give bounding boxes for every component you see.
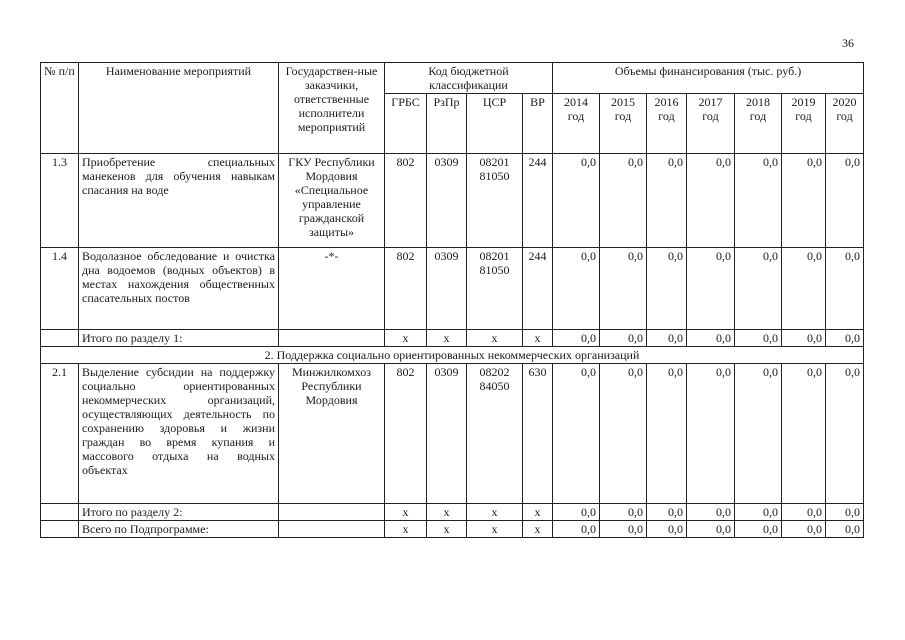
header-vr: ВР <box>523 94 553 154</box>
header-rzpr: РзПр <box>427 94 467 154</box>
financing-table <box>40 62 864 538</box>
subtotal-value: 0,0 <box>553 330 600 347</box>
subtotal-value: 0,0 <box>647 504 687 521</box>
row-grbs: 802 <box>385 154 427 248</box>
subtotal-label: Итого по разделу 1: <box>79 330 279 347</box>
empty-cell <box>279 521 385 538</box>
row-name: Приобретение специальных манекенов для обучения навыкам спасания на воде <box>79 154 279 248</box>
row-name: Водолазное обследование и очистка дна водоемов (водных объектов) в местах нахождения общественных спасательных постов <box>79 248 279 330</box>
row-vr: 630 <box>523 364 553 504</box>
row-value: 0,0 <box>647 154 687 248</box>
subtotal-label: Итого по разделу 2: <box>79 504 279 521</box>
row-vr: 244 <box>523 248 553 330</box>
header-customers: Государствен-ные заказчики, ответственные исполнители мероприятий <box>279 63 385 154</box>
subtotal-value: 0,0 <box>647 330 687 347</box>
empty-cell <box>279 504 385 521</box>
subtotal-value: 0,0 <box>735 504 782 521</box>
empty-cell <box>41 330 79 347</box>
row-value: 0,0 <box>782 154 826 248</box>
header-year-2016: 2016 год <box>647 94 687 154</box>
subtotal-value: 0,0 <box>826 330 864 347</box>
row-value: 0,0 <box>826 364 864 504</box>
x-mark: х <box>385 504 427 521</box>
x-mark: х <box>523 504 553 521</box>
grand-total-value: 0,0 <box>735 521 782 538</box>
table-row <box>41 154 864 248</box>
subtotal-value: 0,0 <box>782 504 826 521</box>
row-value: 0,0 <box>735 364 782 504</box>
grand-total-value: 0,0 <box>782 521 826 538</box>
header-grbs: ГРБС <box>385 94 427 154</box>
page-number: 36 <box>842 36 854 50</box>
row-value: 0,0 <box>600 248 647 330</box>
header-row-1 <box>41 63 864 94</box>
row-value: 0,0 <box>782 248 826 330</box>
x-mark: х <box>385 521 427 538</box>
row-value: 0,0 <box>647 248 687 330</box>
grand-total-value: 0,0 <box>826 521 864 538</box>
header-year-2018: 2018 год <box>735 94 782 154</box>
row-value: 0,0 <box>826 248 864 330</box>
subtotal-value: 0,0 <box>826 504 864 521</box>
header-year-2020: 2020 год <box>826 94 864 154</box>
grand-total-label: Всего по Подпрограмме: <box>79 521 279 538</box>
row-value: 0,0 <box>687 364 735 504</box>
subtotal-value: 0,0 <box>687 504 735 521</box>
x-mark: х <box>427 504 467 521</box>
x-mark: х <box>467 521 523 538</box>
header-year-2017: 2017 год <box>687 94 735 154</box>
header-csr: ЦСР <box>467 94 523 154</box>
subtotal-value: 0,0 <box>735 330 782 347</box>
row-value: 0,0 <box>687 248 735 330</box>
row-value: 0,0 <box>826 154 864 248</box>
empty-cell <box>279 330 385 347</box>
x-mark: х <box>427 521 467 538</box>
row-value: 0,0 <box>553 248 600 330</box>
x-mark: х <box>467 330 523 347</box>
row-customer: Минжилкомхоз Республики Мордовия <box>279 364 385 504</box>
x-mark: х <box>523 330 553 347</box>
row-vr: 244 <box>523 154 553 248</box>
header-year-2019: 2019 год <box>782 94 826 154</box>
row-rzpr: 0309 <box>427 364 467 504</box>
header-name: Наименование мероприятий <box>79 63 279 154</box>
empty-cell <box>41 521 79 538</box>
row-name: Выделение субсидии на поддержку социально ориентированных некоммерческих организаций, осуществляющих деятельность по сохранению здоровья и жизни граждан во время купания и массового отдыха на водных объектах <box>79 364 279 504</box>
row-num: 1.4 <box>41 248 79 330</box>
row-value: 0,0 <box>600 154 647 248</box>
row-grbs: 802 <box>385 364 427 504</box>
header-financing: Объемы финансирования (тыс. руб.) <box>553 63 864 94</box>
row-csr: 08202 84050 <box>467 364 523 504</box>
subtotal-value: 0,0 <box>600 504 647 521</box>
header-budget-code: Код бюджетной классификации <box>385 63 553 94</box>
x-mark: х <box>467 504 523 521</box>
row-value: 0,0 <box>735 248 782 330</box>
row-csr: 08201 81050 <box>467 248 523 330</box>
row-rzpr: 0309 <box>427 248 467 330</box>
row-value: 0,0 <box>600 364 647 504</box>
table-row <box>41 248 864 330</box>
x-mark: х <box>523 521 553 538</box>
section-2-header-row <box>41 347 864 364</box>
row-customer: -*- <box>279 248 385 330</box>
row-value: 0,0 <box>553 364 600 504</box>
header-year-2014: 2014 год <box>553 94 600 154</box>
row-value: 0,0 <box>782 364 826 504</box>
x-mark: х <box>385 330 427 347</box>
header-year-2015: 2015 год <box>600 94 647 154</box>
row-rzpr: 0309 <box>427 154 467 248</box>
subtotal-value: 0,0 <box>553 504 600 521</box>
subtotal-value: 0,0 <box>600 330 647 347</box>
row-customer: ГКУ Республики Мордовия «Специальное управление гражданской защиты» <box>279 154 385 248</box>
grand-total-value: 0,0 <box>647 521 687 538</box>
subtotal-value: 0,0 <box>687 330 735 347</box>
row-num: 1.3 <box>41 154 79 248</box>
section-2-title: 2. Поддержка социально ориентированных некоммерческих организаций <box>41 347 864 364</box>
row-num: 2.1 <box>41 364 79 504</box>
grand-total-value: 0,0 <box>600 521 647 538</box>
row-value: 0,0 <box>553 154 600 248</box>
grand-total-row <box>41 521 864 538</box>
row-csr: 08201 81050 <box>467 154 523 248</box>
table-row <box>41 364 864 504</box>
subtotal-row-section-2 <box>41 504 864 521</box>
subtotal-row-section-1 <box>41 330 864 347</box>
header-num: № п/п <box>41 63 79 154</box>
row-value: 0,0 <box>735 154 782 248</box>
grand-total-value: 0,0 <box>553 521 600 538</box>
row-value: 0,0 <box>647 364 687 504</box>
row-value: 0,0 <box>687 154 735 248</box>
grand-total-value: 0,0 <box>687 521 735 538</box>
x-mark: х <box>427 330 467 347</box>
row-grbs: 802 <box>385 248 427 330</box>
subtotal-value: 0,0 <box>782 330 826 347</box>
empty-cell <box>41 504 79 521</box>
